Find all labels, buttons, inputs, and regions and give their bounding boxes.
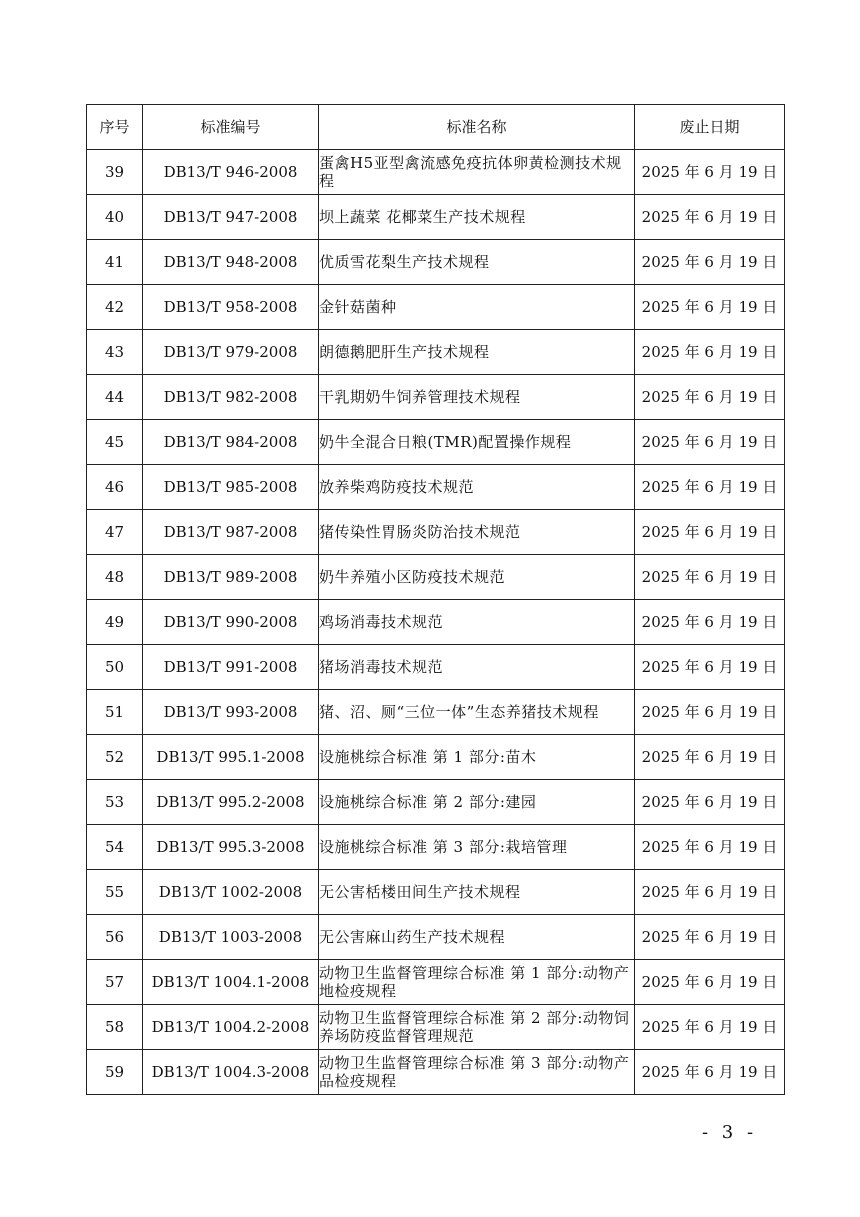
cell-serial: 44 [87, 375, 143, 420]
table-row [87, 420, 785, 465]
cell-serial: 52 [87, 735, 143, 780]
cell-standard-name: 设施桃综合标准 第 3 部分:栽培管理 [319, 825, 635, 870]
cell-abolish-date: 2025 年 6 月 19 日 [635, 330, 785, 375]
cell-standard-code: DB13/T 958-2008 [143, 285, 319, 330]
cell-standard-code: DB13/T 1004.1-2008 [143, 960, 319, 1005]
cell-standard-code: DB13/T 995.2-2008 [143, 780, 319, 825]
cell-standard-name: 奶牛养殖小区防疫技术规范 [319, 555, 635, 600]
cell-abolish-date: 2025 年 6 月 19 日 [635, 240, 785, 285]
cell-standard-name: 放养柴鸡防疫技术规范 [319, 465, 635, 510]
cell-standard-code: DB13/T 1002-2008 [143, 870, 319, 915]
cell-standard-code: DB13/T 987-2008 [143, 510, 319, 555]
cell-standard-name: 蛋禽H5亚型禽流感免疫抗体卵黄检测技术规程 [319, 150, 635, 195]
cell-serial: 50 [87, 645, 143, 690]
table-row [87, 555, 785, 600]
standards-table [86, 104, 785, 1095]
table-row [87, 240, 785, 285]
cell-standard-name: 坝上蔬菜 花椰菜生产技术规程 [319, 195, 635, 240]
cell-serial: 56 [87, 915, 143, 960]
cell-standard-name: 动物卫生监督管理综合标准 第 1 部分:动物产地检疫规程 [319, 960, 635, 1005]
cell-standard-code: DB13/T 1004.2-2008 [143, 1005, 319, 1050]
header-date: 废止日期 [635, 105, 785, 150]
cell-standard-code: DB13/T 946-2008 [143, 150, 319, 195]
cell-serial: 59 [87, 1050, 143, 1095]
cell-serial: 54 [87, 825, 143, 870]
cell-standard-name: 鸡场消毒技术规范 [319, 600, 635, 645]
table-row [87, 285, 785, 330]
cell-serial: 53 [87, 780, 143, 825]
table-row [87, 780, 785, 825]
table-row [87, 375, 785, 420]
cell-abolish-date: 2025 年 6 月 19 日 [635, 600, 785, 645]
cell-serial: 42 [87, 285, 143, 330]
page-number: - 3 - [702, 1122, 758, 1143]
cell-serial: 47 [87, 510, 143, 555]
cell-standard-code: DB13/T 991-2008 [143, 645, 319, 690]
cell-abolish-date: 2025 年 6 月 19 日 [635, 150, 785, 195]
cell-standard-code: DB13/T 990-2008 [143, 600, 319, 645]
cell-abolish-date: 2025 年 6 月 19 日 [635, 870, 785, 915]
cell-standard-name: 朗德鹅肥肝生产技术规程 [319, 330, 635, 375]
cell-abolish-date: 2025 年 6 月 19 日 [635, 555, 785, 600]
table-row [87, 960, 785, 1005]
table-row [87, 825, 785, 870]
table-row [87, 915, 785, 960]
cell-abolish-date: 2025 年 6 月 19 日 [635, 780, 785, 825]
header-code: 标准编号 [143, 105, 319, 150]
cell-standard-code: DB13/T 1004.3-2008 [143, 1050, 319, 1095]
cell-standard-name: 动物卫生监督管理综合标准 第 2 部分:动物饲养场防疫监督管理规范 [319, 1005, 635, 1050]
cell-standard-code: DB13/T 995.3-2008 [143, 825, 319, 870]
cell-standard-code: DB13/T 995.1-2008 [143, 735, 319, 780]
table-body [87, 150, 785, 1095]
cell-abolish-date: 2025 年 6 月 19 日 [635, 510, 785, 555]
cell-standard-code: DB13/T 948-2008 [143, 240, 319, 285]
cell-abolish-date: 2025 年 6 月 19 日 [635, 690, 785, 735]
table-row [87, 465, 785, 510]
cell-standard-code: DB13/T 1003-2008 [143, 915, 319, 960]
cell-abolish-date: 2025 年 6 月 19 日 [635, 465, 785, 510]
cell-standard-name: 金针菇菌种 [319, 285, 635, 330]
cell-abolish-date: 2025 年 6 月 19 日 [635, 915, 785, 960]
cell-standard-name: 干乳期奶牛饲养管理技术规程 [319, 375, 635, 420]
cell-standard-code: DB13/T 979-2008 [143, 330, 319, 375]
cell-abolish-date: 2025 年 6 月 19 日 [635, 825, 785, 870]
table-row [87, 1050, 785, 1095]
header-name: 标准名称 [319, 105, 635, 150]
cell-standard-name: 无公害麻山药生产技术规程 [319, 915, 635, 960]
table-row [87, 645, 785, 690]
cell-standard-name: 优质雪花梨生产技术规程 [319, 240, 635, 285]
cell-serial: 57 [87, 960, 143, 1005]
cell-abolish-date: 2025 年 6 月 19 日 [635, 285, 785, 330]
cell-serial: 43 [87, 330, 143, 375]
table-row [87, 330, 785, 375]
cell-standard-name: 猪传染性胃肠炎防治技术规范 [319, 510, 635, 555]
table-row [87, 150, 785, 195]
cell-serial: 39 [87, 150, 143, 195]
table-row [87, 510, 785, 555]
cell-standard-name: 设施桃综合标准 第 2 部分:建园 [319, 780, 635, 825]
cell-standard-code: DB13/T 984-2008 [143, 420, 319, 465]
cell-standard-name: 无公害栝楼田间生产技术规程 [319, 870, 635, 915]
cell-serial: 40 [87, 195, 143, 240]
cell-serial: 51 [87, 690, 143, 735]
cell-abolish-date: 2025 年 6 月 19 日 [635, 1005, 785, 1050]
cell-standard-name: 设施桃综合标准 第 1 部分:苗木 [319, 735, 635, 780]
cell-serial: 49 [87, 600, 143, 645]
cell-standard-code: DB13/T 985-2008 [143, 465, 319, 510]
cell-abolish-date: 2025 年 6 月 19 日 [635, 195, 785, 240]
cell-serial: 58 [87, 1005, 143, 1050]
cell-standard-name: 猪、沼、厕“三位一体”生态养猪技术规程 [319, 690, 635, 735]
cell-standard-code: DB13/T 982-2008 [143, 375, 319, 420]
cell-abolish-date: 2025 年 6 月 19 日 [635, 375, 785, 420]
table-row [87, 870, 785, 915]
table-row [87, 1005, 785, 1050]
cell-serial: 45 [87, 420, 143, 465]
cell-standard-name: 奶牛全混合日粮(TMR)配置操作规程 [319, 420, 635, 465]
cell-standard-name: 动物卫生监督管理综合标准 第 3 部分:动物产品检疫规程 [319, 1050, 635, 1095]
cell-abolish-date: 2025 年 6 月 19 日 [635, 735, 785, 780]
cell-serial: 55 [87, 870, 143, 915]
cell-abolish-date: 2025 年 6 月 19 日 [635, 960, 785, 1005]
cell-serial: 48 [87, 555, 143, 600]
table-row [87, 195, 785, 240]
cell-abolish-date: 2025 年 6 月 19 日 [635, 420, 785, 465]
table-row [87, 690, 785, 735]
cell-abolish-date: 2025 年 6 月 19 日 [635, 1050, 785, 1095]
header-serial: 序号 [87, 105, 143, 150]
cell-standard-code: DB13/T 993-2008 [143, 690, 319, 735]
cell-abolish-date: 2025 年 6 月 19 日 [635, 645, 785, 690]
cell-serial: 41 [87, 240, 143, 285]
table-row [87, 735, 785, 780]
cell-standard-name: 猪场消毒技术规范 [319, 645, 635, 690]
table-header-row [87, 105, 785, 150]
table-row [87, 600, 785, 645]
cell-standard-code: DB13/T 947-2008 [143, 195, 319, 240]
cell-serial: 46 [87, 465, 143, 510]
cell-standard-code: DB13/T 989-2008 [143, 555, 319, 600]
